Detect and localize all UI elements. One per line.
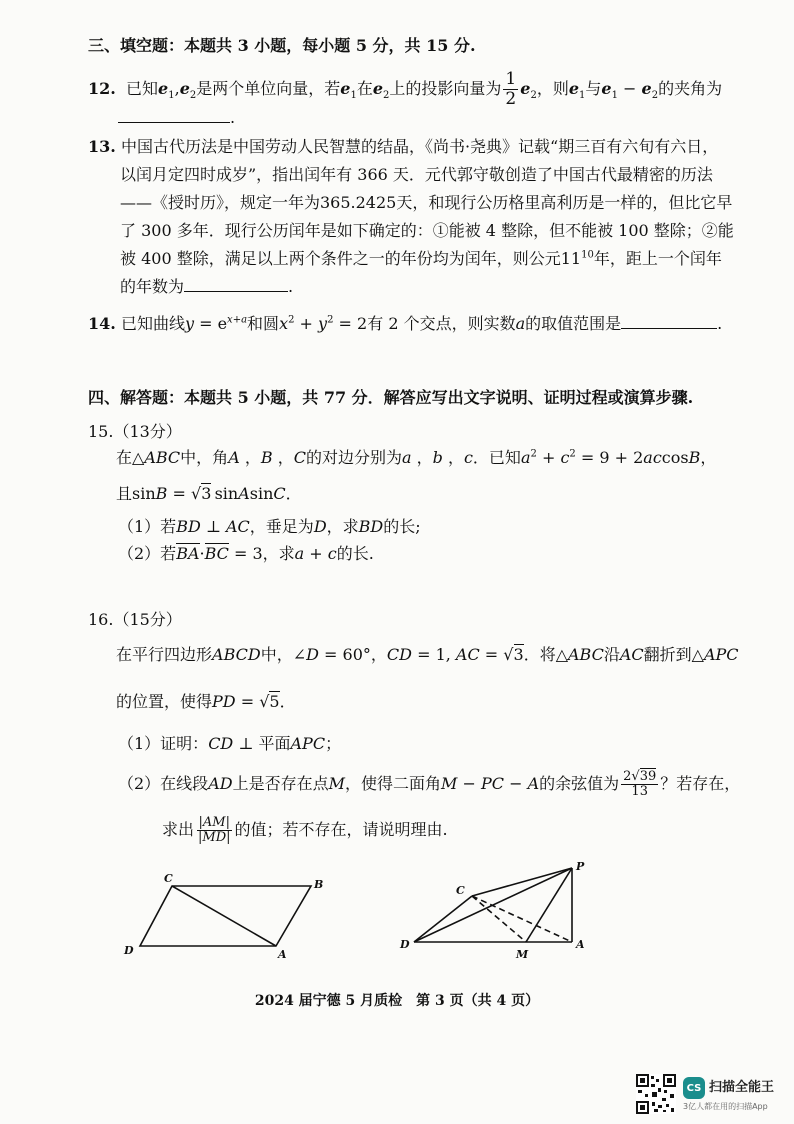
question-13-line6: 的年数为 . — [120, 277, 294, 296]
q15-number: 15.（13分） — [88, 422, 182, 441]
question-13-line1: 13. 中国古代历法是中国劳动人民智慧的结晶，《尚书·尧典》记载“期三百有六旬有六日， — [88, 137, 719, 156]
fraction-cos-value: $\frac{2√39}{13}$ — [623, 769, 657, 799]
q12-number: 12. — [88, 79, 116, 98]
q12-answer-line: . — [118, 106, 235, 130]
figure-folded-solid — [398, 858, 594, 964]
q16-part2: （2）在线段AD上是否存在点M，使得二面角M − PC − A的余弦值为 $\frac{2√39}{13}$ ？若存在， — [118, 769, 741, 799]
q14-number: 14. — [88, 314, 116, 333]
fig2-label-m: M — [516, 948, 529, 961]
fig2-label-d: D — [400, 938, 410, 951]
fig1-label-b: B — [314, 878, 324, 891]
q16-line2: 的位置，使得PD = √5． — [116, 692, 296, 711]
q13-number: 13. — [88, 137, 116, 156]
fig1-label-c: C — [164, 872, 173, 885]
q14-blank — [621, 314, 717, 329]
section4-title: 四、解答题：本题共 5 小题，共 77 分．解答应写出文字说明、证明过程或演算步骤. — [88, 388, 694, 407]
q16-part2-line2: 求出 $\frac{|AM|}{|MD|}$ 的值；若不存在，请说明理由. — [162, 815, 448, 845]
q16-part1: （1）证明：CD ⊥ 平面APC； — [118, 734, 342, 753]
q16-line1: 在平行四边形ABCD中，∠D = 60°，CD = 1, AC = √3．将△ABC沿AC翻折到△APC — [116, 645, 739, 664]
q15-part2: （2）若BA·BC = 3，求a + c的长. — [118, 544, 374, 563]
question-13-line2: 以闰月定四时成岁”，指出闰年有 366 天．元代郭守敬创造了中国古代最精密的历法 — [120, 165, 713, 184]
camscanner-tagline: 3亿人都在用的扫描App — [683, 1102, 768, 1111]
fig2-label-c: C — [456, 884, 465, 897]
figure-parallelogram — [116, 866, 336, 962]
camscanner-logo-icon: CS — [683, 1077, 705, 1099]
camscanner-name: 扫描全能王 — [709, 1080, 775, 1095]
fig1-label-a: A — [278, 948, 287, 961]
q12-blank — [118, 108, 230, 123]
question-13-line5: 被 400 整除，满足以上两个条件之一的年份均为闰年，则公元$11^{10}$年，距上一个闰年 — [120, 249, 722, 268]
hidden-edge-ca — [472, 896, 572, 942]
qr-code-icon — [636, 1074, 676, 1114]
section3-title: 三、填空题：本题共 3 小题，每小题 5 分，共 15 分. — [88, 36, 476, 55]
fig2-label-a: A — [576, 938, 585, 951]
page-footer: 2024 届宁德 5 月质检 第 3 页（共 4 页） — [254, 993, 540, 1009]
fraction-one-half: $\frac{1}{2}$ — [505, 69, 517, 109]
question-13-line4: 了 300 多年．现行公历闰年是如下确定的：①能被 4 整除，但不能被 100 整除；②能 — [120, 221, 734, 240]
fraction-am-md: $\frac{|AM|}{|MD|}$ — [198, 815, 231, 845]
question-14: 14. 已知曲线$y = e^{x+a}$和圆$x^2 + y^2 = 2$有 2 个交点，则实数a的取值范围是 . — [88, 314, 723, 333]
question-13-line3: ——《授时历》，规定一年为365.2425天，和现行公历格里高利历是一样的，但比它早 — [120, 193, 733, 212]
q13-blank — [184, 277, 288, 292]
fig1-label-d: D — [124, 944, 134, 957]
q15-part1: （1）若BD ⊥ AC，垂足为D，求BD的长; — [118, 517, 421, 536]
q15-line1: 在△ABC中，角A ，B ，C的对边分别为a ，b ，c．已知$a^2 + c^2 = 9 + 2accosB$， — [116, 448, 717, 467]
question-12: 12. 已知$e_1,e_2$是两个单位向量，若$e_1$在$e_2$上的投影向量为 $\frac{1}{2}$ $e_2$，则$e_1$与$e_1 - e_2$的夹角为 — [88, 69, 723, 109]
q15-line2: 且sinB = √3 sinAsinC． — [116, 484, 302, 503]
diagonal-ca — [172, 886, 276, 946]
q16-number: 16.（15分） — [88, 610, 182, 629]
fig2-label-p: P — [576, 860, 585, 873]
